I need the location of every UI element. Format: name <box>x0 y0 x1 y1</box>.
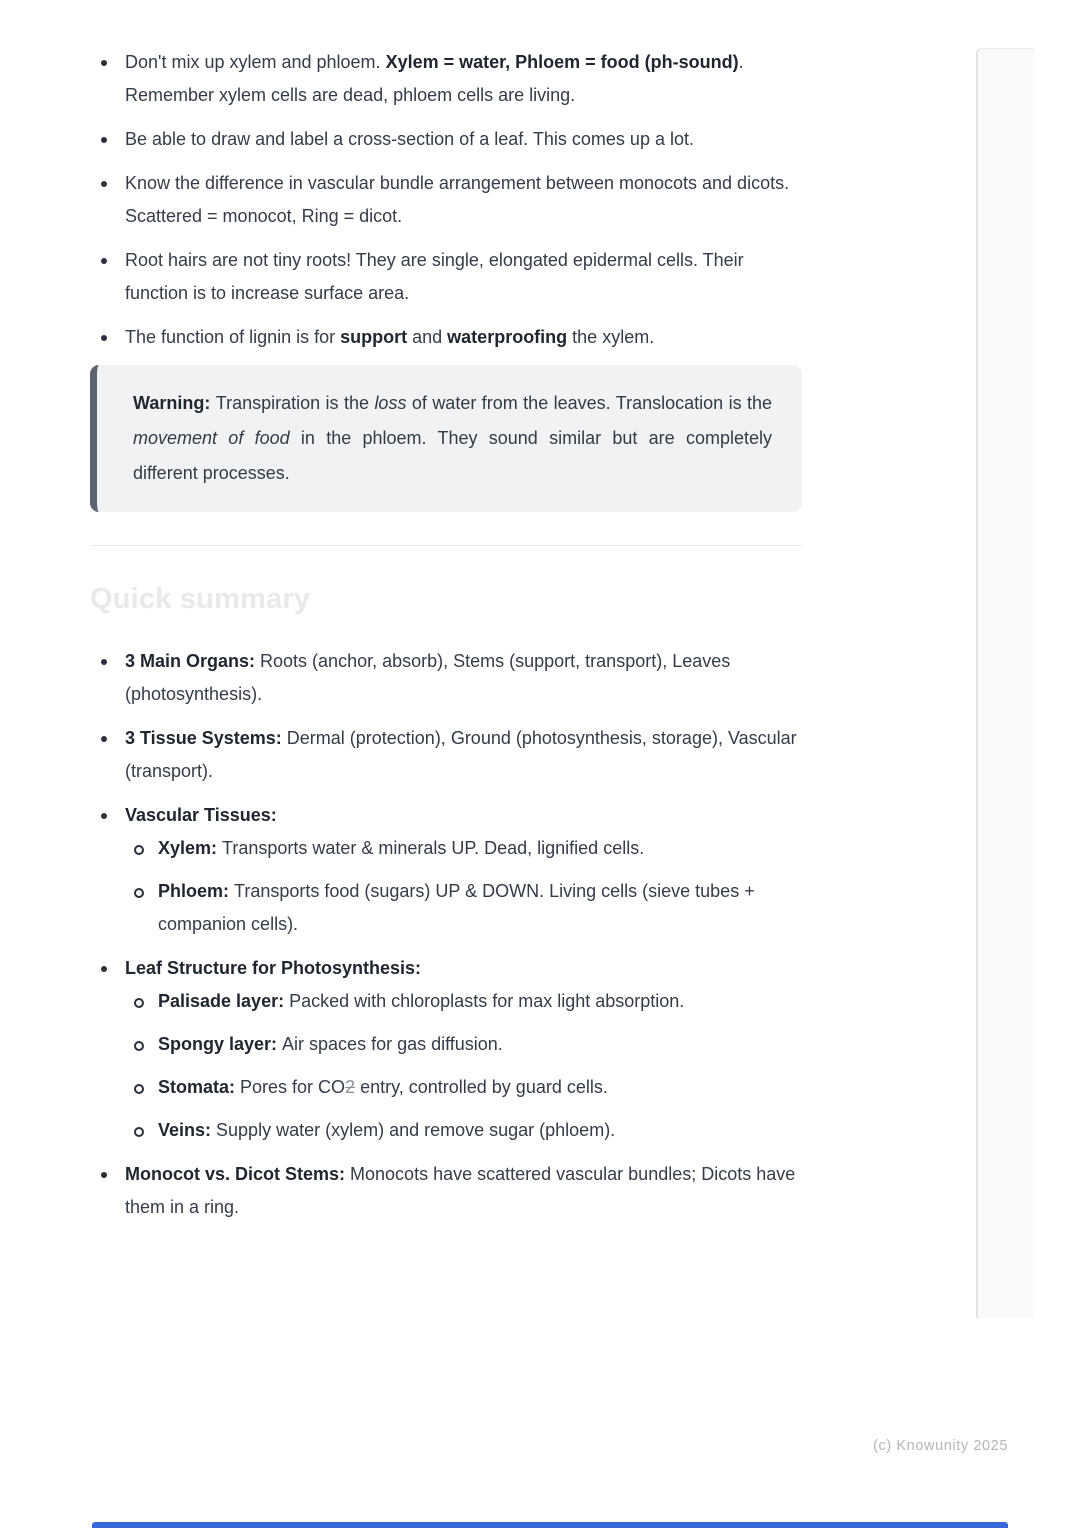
sub-list-item <box>125 875 802 941</box>
text-segment: in the phloem. They sound similar but are completely different processes. <box>133 428 772 483</box>
sub-list-item <box>125 832 802 865</box>
text-segment: Air spaces for gas diffusion. <box>282 1034 503 1054</box>
text-segment: the xylem. <box>567 327 655 347</box>
text-segment: Xylem = water, Phloem = food (ph-sound) <box>385 52 739 72</box>
warning-text <box>133 386 772 491</box>
text-segment: movement of food <box>133 428 290 448</box>
text-segment: Transports food (sugars) UP & DOWN. Living cells (sieve tubes + companion cells). <box>158 881 755 934</box>
text-segment: Transports water & minerals UP. Dead, lignified cells. <box>222 838 645 858</box>
notes-list <box>90 46 802 354</box>
text-segment: Root hairs are not tiny roots! They are single, elongated epidermal cells. Their function is to increase surface area. <box>125 250 744 303</box>
list-item <box>90 123 802 156</box>
text-segment: Dermal (protection), Ground (photosynthesis, storage), Vascular (transport). <box>125 728 797 781</box>
text-segment: Xylem: <box>158 838 223 858</box>
text-segment: Phloem: <box>158 881 235 901</box>
list-item <box>90 952 802 1147</box>
text-segment: 3 Main Organs: <box>125 651 261 671</box>
list-item <box>90 722 802 788</box>
list-item <box>90 645 802 711</box>
text-segment: Pores for CO <box>240 1077 346 1097</box>
text-segment: Monocot vs. Dicot Stems: <box>125 1164 351 1184</box>
text-segment: Monocots have scattered vascular bundles; Dicots have them in a ring. <box>125 1164 796 1217</box>
list-item <box>90 46 802 112</box>
text-segment: Supply water (xylem) and remove sugar (phloem). <box>216 1120 616 1140</box>
text-segment: waterproofing <box>447 327 568 347</box>
text-segment: and <box>407 327 448 347</box>
text-segment: 3 Tissue Systems: <box>125 728 287 748</box>
text-segment: Don't mix up xylem and phloem. <box>125 52 386 72</box>
text-segment: Warning: <box>133 393 216 413</box>
text-segment: Leaf Structure for Photosynthesis: <box>125 958 422 978</box>
text-segment: Packed with chloroplasts for max light absorption. <box>289 991 685 1011</box>
summary-list <box>90 645 802 1224</box>
text-segment: Transpiration is the <box>215 393 375 413</box>
section-divider <box>90 545 802 546</box>
scrollbar-track[interactable] <box>976 48 1035 1318</box>
list-item <box>90 167 802 233</box>
sub-list <box>125 985 802 1147</box>
text-segment: entry, controlled by guard cells. <box>355 1077 608 1097</box>
sub-list-item <box>125 1114 802 1147</box>
list-item <box>90 244 802 310</box>
copyright-text: (c) Knowunity 2025 <box>873 1438 1008 1454</box>
text-segment: . Remember xylem cells are dead, phloem cells are living. <box>125 52 744 105</box>
text-segment: Stomata: <box>158 1077 241 1097</box>
text-segment: Be able to draw and label a cross-section of a leaf. This comes up a lot. <box>125 129 694 149</box>
text-segment: Roots (anchor, absorb), Stems (support, transport), Leaves (photosynthesis). <box>125 651 731 704</box>
sub-list <box>125 832 802 941</box>
sub-list-item <box>125 985 802 1018</box>
text-segment: Spongy layer: <box>158 1034 283 1054</box>
text-segment: loss <box>374 393 407 413</box>
quick-summary-heading: Quick summary <box>90 583 311 615</box>
text-segment: Vascular Tissues: <box>125 805 277 825</box>
text-segment: 2 <box>345 1077 356 1097</box>
bottom-progress-bar <box>92 1522 1008 1528</box>
text-segment: of water from the leaves. Translocation is the <box>406 393 773 413</box>
text-segment: The function of lignin is for <box>125 327 341 347</box>
warning-callout <box>90 365 802 512</box>
list-item <box>90 321 802 354</box>
sub-list-item <box>125 1071 802 1104</box>
notes-page <box>90 46 802 1235</box>
list-item <box>90 799 802 941</box>
text-segment: Know the difference in vascular bundle arrangement between monocots and dicots. Scattered = monocot, Ring = dicot. <box>125 173 790 226</box>
text-segment: Veins: <box>158 1120 217 1140</box>
sub-list-item <box>125 1028 802 1061</box>
text-segment: support <box>340 327 408 347</box>
text-segment: Palisade layer: <box>158 991 290 1011</box>
list-item <box>90 1158 802 1224</box>
